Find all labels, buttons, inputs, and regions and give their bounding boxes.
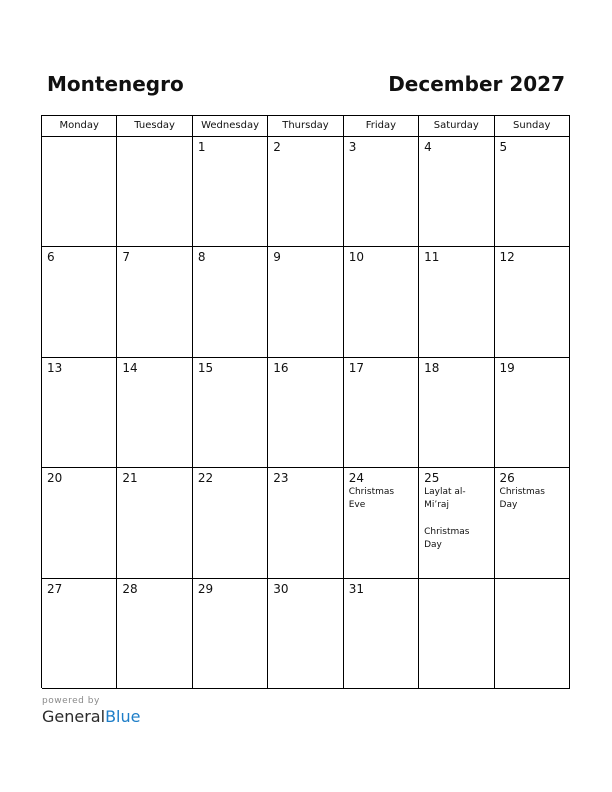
- day-number: 1: [197, 140, 206, 154]
- day-number: 23: [273, 471, 289, 486]
- weekday-wednesday: Wednesday: [193, 116, 268, 137]
- day-cell-3[interactable]: [344, 137, 419, 247]
- day-number: 21: [122, 471, 138, 486]
- day-cell-28[interactable]: [117, 579, 192, 689]
- calendar-header: [47, 72, 565, 98]
- footer: [42, 696, 140, 726]
- day-cell-29[interactable]: [193, 579, 268, 689]
- day-number: 9: [273, 250, 281, 265]
- day-number: 27: [47, 581, 63, 596]
- day-number: 16: [273, 360, 289, 375]
- day-cell-9[interactable]: [268, 247, 343, 357]
- holiday-event: Christmas Day: [424, 527, 470, 551]
- day-number: 8: [197, 250, 206, 265]
- day-number: 25: [424, 471, 440, 486]
- day-cell-13[interactable]: [42, 358, 117, 468]
- day-cell-19[interactable]: [495, 358, 570, 468]
- week-row: [42, 468, 570, 578]
- holiday-event: Laylat al-Mi’raj: [424, 487, 466, 511]
- empty-day-cell: [495, 579, 570, 689]
- day-cell-31[interactable]: [344, 579, 419, 689]
- day-number: 6: [47, 250, 55, 265]
- calendar-grid: [41, 115, 570, 688]
- day-number: 28: [122, 581, 138, 596]
- day-number: 19: [499, 360, 515, 375]
- weekday-thursday: Thursday: [268, 116, 343, 137]
- day-cell-12[interactable]: [495, 247, 570, 357]
- empty-day-cell: [42, 137, 117, 247]
- day-number: 10: [348, 250, 364, 265]
- week-row: [42, 247, 570, 357]
- day-number: 20: [47, 471, 63, 486]
- day-cell-24[interactable]: [344, 468, 419, 578]
- day-number: 13: [47, 360, 63, 375]
- generalblue-logo[interactable]: [42, 707, 140, 726]
- day-number: 31: [348, 581, 364, 596]
- day-number: 7: [122, 250, 131, 265]
- day-cell-27[interactable]: [42, 579, 117, 689]
- day-cell-5[interactable]: [495, 137, 570, 247]
- day-number: 15: [197, 360, 214, 375]
- day-cell-21[interactable]: [117, 468, 192, 578]
- weekday-monday: Monday: [42, 116, 117, 137]
- day-cell-10[interactable]: [344, 247, 419, 357]
- day-number: 24: [348, 471, 364, 486]
- powered-by-text: powered by: [42, 696, 100, 706]
- day-number: 30: [273, 581, 289, 596]
- month-title: December 2027: [388, 72, 565, 96]
- day-cell-7[interactable]: [117, 247, 192, 357]
- day-number: 22: [197, 471, 214, 486]
- country-title: Montenegro: [47, 72, 184, 96]
- day-cell-11[interactable]: [419, 247, 494, 357]
- holiday-event: Christmas Eve: [348, 487, 395, 511]
- day-number: 4: [424, 140, 432, 154]
- week-row: [42, 579, 570, 689]
- week-row: [42, 358, 570, 468]
- day-cell-20[interactable]: [42, 468, 117, 578]
- day-number: 3: [348, 140, 357, 154]
- day-number: 11: [424, 250, 440, 265]
- empty-day-cell: [117, 137, 192, 247]
- day-cell-4[interactable]: [419, 137, 494, 247]
- day-number: 14: [122, 360, 138, 375]
- day-cell-23[interactable]: [268, 468, 343, 578]
- weekday-friday: Friday: [344, 116, 419, 137]
- weekday-sunday: Sunday: [495, 116, 570, 137]
- brand-blue: Blue: [105, 707, 141, 726]
- day-cell-14[interactable]: [117, 358, 192, 468]
- day-number: 5: [499, 140, 508, 154]
- day-number: 29: [197, 581, 214, 596]
- day-cell-17[interactable]: [344, 358, 419, 468]
- day-cell-8[interactable]: [193, 247, 268, 357]
- holiday-event: Christmas Day: [499, 487, 545, 511]
- day-cell-18[interactable]: [419, 358, 494, 468]
- day-cell-16[interactable]: [268, 358, 343, 468]
- day-number: 2: [273, 140, 281, 154]
- day-cell-1[interactable]: [193, 137, 268, 247]
- brand-general: General: [42, 707, 106, 726]
- day-cell-26[interactable]: [495, 468, 570, 578]
- day-cell-6[interactable]: [42, 247, 117, 357]
- day-number: 12: [499, 250, 515, 265]
- weekday-header-row: [42, 116, 570, 137]
- day-cell-15[interactable]: [193, 358, 268, 468]
- weekday-tuesday: Tuesday: [117, 116, 192, 137]
- empty-day-cell: [419, 579, 494, 689]
- day-cell-25[interactable]: [419, 468, 494, 578]
- weekday-saturday: Saturday: [419, 116, 494, 137]
- day-cell-30[interactable]: [268, 579, 343, 689]
- day-number: 26: [499, 471, 515, 486]
- week-row: [42, 137, 570, 247]
- day-number: 17: [348, 360, 364, 375]
- day-cell-2[interactable]: [268, 137, 343, 247]
- day-number: 18: [424, 360, 440, 375]
- day-cell-22[interactable]: [193, 468, 268, 578]
